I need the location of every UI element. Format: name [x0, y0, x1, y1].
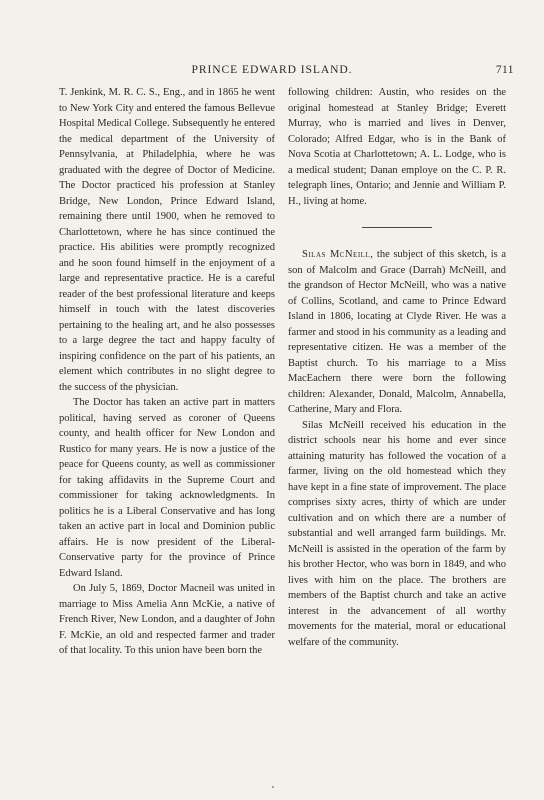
right-paragraph-2-text: the subject of this sketch, is a son of Malcolm and Grace (Darrah) McNeill, and the grandson of Hector McNeill, who was a native of Collins, Scotland, and came to Prince Edward Island in 1806, locating at Clyde River. He was a farmer and stood in his community as a leading and representative citizen. He was a member of the Baptist church. To his marriage to a Miss MacEachern there were born the following children: Alexander, Donald, Malcolm, Annabella, Catherine, Mary and Flora. — [288, 249, 506, 415]
right-paragraph-1: following children: Austin, who resides on the original homestead at Stanley Bridge; Everett Murray, who is married and lives in Denver, Colorado; Alfred Edgar, who is in the Bank of Nova Scotia at Charlottetown; A. L. Lodge, who is a medical student; Danan employe on the C. P. R. telegraph lines, Ontario; and Jennie and William P. H., living at home. — [288, 87, 506, 207]
right-paragraph-2 — [288, 247, 506, 418]
right-column — [288, 85, 506, 650]
page-speck — [272, 786, 274, 788]
left-paragraph-2: The Doctor has taken an active part in matters political, having served as coroner of Queens county, and health officer for New London and Rustico for many years. He is now a justice of the peace for Queens county, as well as commissioner for taking affidavits in the Supreme Court and commissioner for taking acknowledgments. In politics he is a Liberal Conservative and has long taken an active part in local and Dominion public affairs. He is now president of the Liberal-Conservative party for the province of Prince Edward Island. — [59, 397, 275, 579]
running-head — [0, 63, 544, 77]
section-divider — [362, 227, 432, 228]
page-number: 711 — [495, 64, 514, 76]
right-paragraph-3: Silas McNeill received his education in the district schools near his home and ever since attaining maturity has followed the vocation of a farmer, living on the old homestead which they have kept in a fine state of improvement. The place comprises sixty acres, thirty of which are under cultivation and on which there are a number of substantial and well arranged farm buildings. Mr. McNeill is assisted in the operation of the farm by his brother Hector, who was born in 1849, and who lives with him on the place. The brothers are members of the Baptist church and take an active interest in the advancement of all worthy movements for the material, moral or educational welfare of the community. — [288, 419, 506, 648]
left-paragraph-3: On July 5, 1869, Doctor Macneil was united in marriage to Miss Amelia Ann McKie, a native of French River, New London, and a daughter of John F. McKie, an old and respected farmer and trader of that locality. To this union have been born the — [59, 583, 275, 656]
left-paragraph-1: T. Jenkink, M. R. C. S., Eng., and in 1865 he went to New York City and entered the famous Bellevue Hospital Medical College. Subsequently he entered the medical department of the University of Pennsylvania, at Philadelphia, where he was graduated with the degree of Doctor of Medicine. The Doctor practiced his profession at Stanley Bridge, New London, Prince Edward Island, remaining there until 1900, when he removed to Charlottetown, where he has since continued the practice. His abilities were promptly recognized and he soon found himself in the enjoyment of a large and representative practice. He is a careful reader of the best professional literature and keeps himself in touch with the latest discoveries pertaining to the healing art, and he also possesses to a large degree the tact and happy faculty of inspiring confidence on the part of his patients, an element which contributes in no slight degree to the success of the physician. — [59, 87, 275, 393]
subject-name: Silas McNeill, — [302, 249, 374, 260]
left-column — [59, 85, 275, 659]
running-title: PRINCE EDWARD ISLAND. — [191, 63, 353, 76]
